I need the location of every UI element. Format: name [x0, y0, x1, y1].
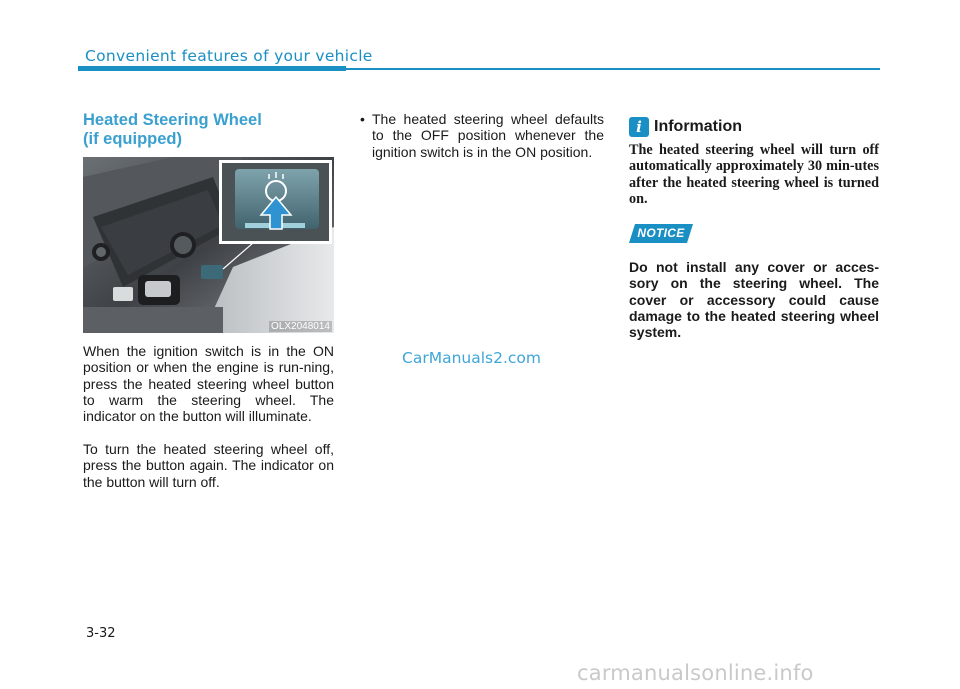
header-rule-thin: [346, 68, 880, 70]
bullet-text: The heated steering wheel defaults to the OFF position whenever the ignition switch is in the ON position.: [372, 111, 604, 160]
header-rule-thick: [78, 66, 346, 71]
information-text: The heated steering wheel will turn off automatically approximately 30 min-utes after the heated steering wheel is turned on.: [629, 142, 879, 207]
paragraph-operation: When the ignition switch is in the ON position or when the engine is run-ning, press the heated steering wheel button to warm the steering wheel. The indicator on the button will illuminate.: [83, 343, 334, 425]
figure-code: OLX2048014: [271, 321, 330, 332]
paragraph-turn-off: To turn the heated steering wheel off, press the button again. The indicator on the button will turn off.: [83, 441, 334, 490]
notice-label: NOTICE: [637, 226, 685, 240]
section-title-line1: Heated Steering Wheel: [83, 111, 262, 129]
console-photo: [83, 157, 334, 333]
info-icon: i: [629, 117, 649, 137]
section-title: [83, 111, 333, 149]
notice-text: Do not install any cover or acces-sory on the steering wheel. The cover or accessory could cause damage to the heated steering wheel system.: [629, 259, 879, 341]
header-title: Convenient features of your vehicle: [85, 47, 373, 65]
information-title: Information: [654, 118, 742, 135]
bullet-item: [359, 111, 604, 160]
bullet-dot: •: [360, 111, 365, 127]
watermark-bottom: carmanualsonline.info: [577, 661, 814, 685]
page-number: 3-32: [86, 626, 116, 641]
section-title-line2: (if equipped): [83, 130, 182, 148]
notice-badge: [629, 224, 693, 243]
console-illustration: [83, 157, 334, 333]
watermark-middle: CarManuals2.com: [402, 349, 541, 367]
